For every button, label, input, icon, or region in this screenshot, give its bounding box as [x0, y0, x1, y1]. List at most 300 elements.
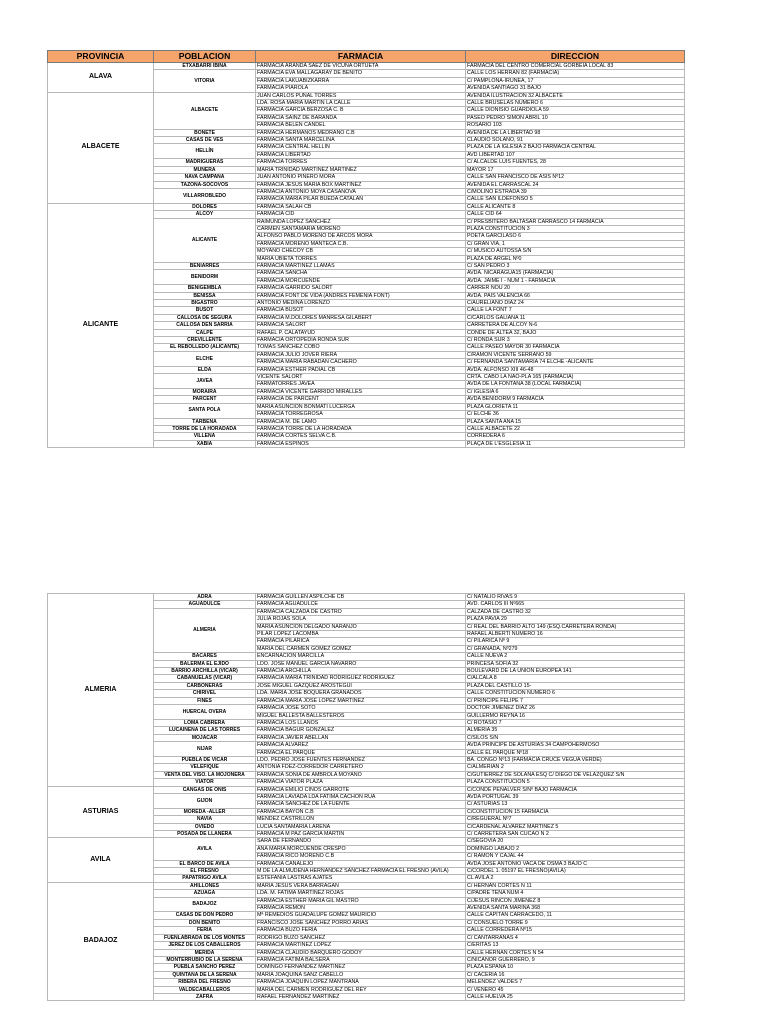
cell-farmacia: FARMACIA LAKUABIZKARRA	[256, 77, 466, 84]
table-row	[48, 63, 685, 70]
cell-poblacion: MUNERA	[154, 166, 256, 173]
cell-farmacia: FARMACIA ALVAREZ	[256, 742, 466, 749]
cell-poblacion: VELEFIQUE	[154, 764, 256, 771]
cell-farmacia: FRANCISCO JOSE SANCHEZ PORRO ARIAS	[256, 919, 466, 926]
cell-poblacion: XÀBIA	[154, 440, 256, 447]
cell-farmacia: FARMACIA EL PARQUE	[256, 749, 466, 756]
cell-poblacion: VIATOR	[154, 779, 256, 786]
cell-direccion: C/MOLINO ESTRADA 39	[466, 188, 685, 195]
cell-farmacia: FARMACIA DE PARCENT	[256, 396, 466, 403]
cell-direccion: AVDA. NICARAGUA15 (FARMACIA)	[466, 270, 685, 277]
cell-direccion: C/GUTIERREZ DE SOLANA ESQ C/ DIEGO DE VELAZQUEZ S/N	[466, 771, 685, 778]
cell-direccion: C/CORDEL 1. 05197 EL FRESNO(AVILA)	[466, 868, 685, 875]
cell-farmacia: MARIA JESÚS VERA BARRAGÁN	[256, 882, 466, 889]
cell-poblacion: ADRA	[154, 594, 256, 601]
cell-farmacia: FARMACIA SANCHEZ DE LA FUENTE	[256, 801, 466, 808]
cell-poblacion: PARCENT	[154, 396, 256, 403]
cell-farmacia: FARMACIA BUZO FERIA	[256, 927, 466, 934]
cell-poblacion: JAVEA	[154, 374, 256, 389]
cell-farmacia: LDO. PEDRO JOSÉ FUENTES FERNÁNDEZ	[256, 756, 466, 763]
cell-direccion: ALMERIA 35	[466, 727, 685, 734]
cell-direccion: C/CONSTITUCIÓN 15 FARMACIA	[466, 808, 685, 815]
cell-poblacion: BACARES	[154, 653, 256, 660]
cell-poblacion: CREVILLENTE	[154, 337, 256, 344]
cell-provincia: ALAVA	[48, 63, 154, 93]
cell-direccion: BA. CONGO Nº13 (FARMACIA CRUCE VEGUA VERDE)	[466, 756, 685, 763]
cell-direccion: CALLE LA FONT 7	[466, 307, 685, 314]
cell-poblacion: HUERCAL OVERA	[154, 705, 256, 720]
cell-poblacion: CABANUELAS (VICAR)	[154, 675, 256, 682]
cell-poblacion: BARRIO ARCHILLA (VICAR)	[154, 668, 256, 675]
cell-farmacia: RAFAEL P. CALATAYUD	[256, 329, 466, 336]
cell-poblacion: DON BENITO	[154, 919, 256, 926]
cell-farmacia: FARMACIA TORRE DE LA HORADADA	[256, 425, 466, 432]
cell-direccion: C/ FERNANDA SANTAMARÍA 74 ELCHE -ALICANTE	[466, 359, 685, 366]
cell-poblacion: HELLÍN	[154, 144, 256, 159]
cell-direccion: C/ ASTURIAS 13	[466, 801, 685, 808]
cell-farmacia: FARMACIA PILARICA	[256, 638, 466, 645]
cell-farmacia: DOMINGO FERNANDEZ MARTINEZ	[256, 964, 466, 971]
cell-farmacia: FARMACIA CANALEJO	[256, 860, 466, 867]
cell-farmacia: LUCIA SANTAMARIA LARENA	[256, 823, 466, 830]
cell-farmacia: FARMACIA CLAUDIO BARQUERO GODOY	[256, 949, 466, 956]
cell-poblacion: CHIRIVEL	[154, 690, 256, 697]
cell-direccion: C/CARDENAL ALVAREZ MARTINEZ 5	[466, 823, 685, 830]
cell-direccion: C/ALCALA 8	[466, 675, 685, 682]
cell-farmacia: MARÍA TRINIDAD MARTÍNEZ MARTÍNEZ	[256, 166, 466, 173]
cell-farmacia: FARMACIA LOS LLANOS	[256, 719, 466, 726]
cell-direccion: C/ PRÍNCIPE FELIPE 7	[466, 697, 685, 704]
cell-farmacia: FARMACIA MORCUENDE	[256, 277, 466, 284]
table-row	[48, 882, 685, 889]
cell-direccion: C/AURELIANO DIAZ 24	[466, 300, 685, 307]
cell-direccion: CALLE ALICANTE 8	[466, 203, 685, 210]
cell-direccion: C/ ALCALDE LUIS FUENTES, 28	[466, 159, 685, 166]
cell-direccion: AVDA. PAIS VALENCIA 66	[466, 292, 685, 299]
cell-farmacia: FARMACIA JAVIER ABELLAN	[256, 734, 466, 741]
cell-farmacia: FARMACIA JOSE SOTO	[256, 705, 466, 712]
cell-farmacia: FARMACIA MARIA JOSE LÓPEZ MARTINEZ	[256, 697, 466, 704]
cell-poblacion: DOLORES	[154, 203, 256, 210]
cell-poblacion: POSADA DE LLANERA	[154, 831, 256, 838]
cell-poblacion: AZUAGA	[154, 890, 256, 897]
cell-poblacion: BENIARRÉS	[154, 262, 256, 269]
cell-poblacion: PAPATRIGO AVILA	[154, 875, 256, 882]
cell-farmacia: FARMACIA GUILLÉN ASPILCHE CB	[256, 594, 466, 601]
cell-farmacia: FARMACIA SANCHA	[256, 270, 466, 277]
cell-poblacion: ELDA	[154, 366, 256, 373]
cell-poblacion: BENISSA	[154, 292, 256, 299]
cell-farmacia: MARIA JOAQUINA SANZ CABELLO	[256, 971, 466, 978]
cell-farmacia: FARMACIA EMILIO CINOS GARROTE	[256, 786, 466, 793]
cell-direccion: C/ RAMON Y CAJAL 44	[466, 853, 685, 860]
cell-farmacia: FARMACIA EVA MALLAGARAY DE BENITO	[256, 70, 466, 77]
cell-farmacia: FARMACIA AGUADULCE	[256, 601, 466, 608]
cell-direccion: GUILLERMO REYNA 16	[466, 712, 685, 719]
cell-poblacion: ALICANTE	[154, 218, 256, 262]
cell-farmacia: MOYANO CHECOY CB	[256, 248, 466, 255]
cell-direccion: CLAUDIO SOLANO, 91	[466, 137, 685, 144]
cell-direccion: AVD LIBERTAD 107	[466, 151, 685, 158]
header-poblacion: POBLACION	[154, 51, 256, 63]
cell-farmacia: FARMACIA SONIA DE AMBROLA MOYANO	[256, 771, 466, 778]
cell-farmacia: Mª REMEDIOS GUADALUPE GÓMEZ MAURICIO	[256, 912, 466, 919]
cell-direccion: CALLE LOS HERRAN 82 (FARMACIA)	[466, 70, 685, 77]
cell-poblacion: BENIDORM	[154, 270, 256, 285]
cell-poblacion: MOJACAR	[154, 734, 256, 741]
cell-direccion: AVENIDA SANTA MARINA 368	[466, 905, 685, 912]
cell-direccion: C/ GRAN VIA, 1	[466, 240, 685, 247]
cell-farmacia: SARA DE FERNANDO	[256, 838, 466, 845]
cell-farmacia: FARMACIA REMÓN	[256, 905, 466, 912]
cell-poblacion: ALMERIA	[154, 608, 256, 652]
cell-direccion: C/ SAN PEDRO 3	[466, 262, 685, 269]
table-row	[48, 203, 685, 210]
cell-direccion: PLAZA CONSTITUCIÓN 3	[466, 225, 685, 232]
cell-farmacia: MENDEZ CASTRILLON	[256, 816, 466, 823]
cell-direccion: AVDA DE LA FONTANA 38 (LOCAL FARMACIA)	[466, 381, 685, 388]
cell-farmacia: FARMACIA HERMANOS MEDRANO C.B	[256, 129, 466, 136]
cell-poblacion: BENIGEMBLA	[154, 285, 256, 292]
cell-direccion: C/ GRANADA, Nº279	[466, 645, 685, 652]
cell-poblacion: BIGASTRO	[154, 300, 256, 307]
cell-farmacia: TOMÁS SÁNCHEZ COBO	[256, 344, 466, 351]
cell-poblacion: PUEBLA SANCHO PEREZ	[154, 964, 256, 971]
cell-direccion: BOULEVARD DE LA UNION EUROPEA 141	[466, 668, 685, 675]
cell-farmacia: ANA MARIA MORCUENDE CRESPO	[256, 845, 466, 852]
cell-farmacia: FARMACIA VICENTE GARRIDO MIRALLES	[256, 388, 466, 395]
cell-farmacia: JUAN CARLOS PUÑAL TORRES	[256, 92, 466, 99]
cell-direccion: C/SEGOVIA 20	[466, 838, 685, 845]
cell-poblacion: CALLOSA DEN SARRIA	[154, 322, 256, 329]
cell-farmacia: FARMACIA MARTINEZ LOPEZ	[256, 942, 466, 949]
cell-farmacia: FARMACIA ESTHER PADIAL CB	[256, 366, 466, 373]
cell-poblacion: MERIDA	[154, 949, 256, 956]
cell-direccion: MELENDEZ VALDES 7	[466, 979, 685, 986]
cell-farmacia: MARIA ASUNCIÓN BONMATI LUCERGA	[256, 403, 466, 410]
cell-direccion: C/ CACERIA 16	[466, 971, 685, 978]
cell-farmacia: FARMACIA M. DE LAMO	[256, 418, 466, 425]
cell-farmacia: FARMACIA ARCHILLA	[256, 668, 466, 675]
cell-direccion: PLAZA DE ARGEL Nº0	[466, 255, 685, 262]
cell-farmacia: M DE LA ALMUDENA HERNANDEZ SANCHEZ FARMACIA EL FRESNO (AVILA)	[256, 868, 466, 875]
cell-farmacia: ESTEFANIA LASTRAS AJATES	[256, 875, 466, 882]
cell-poblacion: VILLARROBLEDO	[154, 188, 256, 203]
cell-poblacion: ZAFRA	[154, 993, 256, 1000]
cell-farmacia: FARMACIA FONT DE VIDA (ANDRES FEMENIA FONT)	[256, 292, 466, 299]
cell-farmacia: FARMACIA ESTHER MARÍA GIL MASTRO	[256, 897, 466, 904]
table-row	[48, 838, 685, 845]
cell-poblacion: QUINTANA DE LA SERENA	[154, 971, 256, 978]
cell-farmacia: MARIA DEL CARMEN RODRIGUEZ DEL REY	[256, 986, 466, 993]
cell-direccion: AVENIDA ILUSTRACIÓN 32 ALBACETE	[466, 92, 685, 99]
cell-poblacion: LUCAINENA DE LAS TORRES	[154, 727, 256, 734]
cell-direccion: C/ VENERO 45	[466, 986, 685, 993]
cell-farmacia: FARMACIA ESPINÓS	[256, 440, 466, 447]
cell-direccion: C/PADRE TENA NUM 4	[466, 890, 685, 897]
cell-farmacia: FARMACIA VIATOR PLAZA	[256, 779, 466, 786]
cell-farmacia: FARMACIA M PAZ GARCÍA MARTÍN	[256, 831, 466, 838]
cell-direccion: C/NICANOR GUERRERO, 9	[466, 956, 685, 963]
cell-farmacia: FARMATORRES JAVEA	[256, 381, 466, 388]
cell-direccion: CORREDERA 6	[466, 433, 685, 440]
cell-farmacia: FARMACIA JOAQUÍN LÓPEZ MANTRANA	[256, 979, 466, 986]
cell-poblacion: ALCOY	[154, 211, 256, 218]
cell-poblacion: NIJAR	[154, 742, 256, 757]
cell-farmacia: ALFONSO PABLO MORENO DE ARCOS MORA	[256, 233, 466, 240]
cell-farmacia: FARMACIA JULIO JOVER RIERA	[256, 351, 466, 358]
cell-farmacia: FARMACIA SAINZ DE BARANDA	[256, 114, 466, 121]
cell-farmacia: MARIA UBIETA TORRES	[256, 255, 466, 262]
cell-farmacia: RODRIGO BUZO SANCHEZ	[256, 934, 466, 941]
header-direccion: DIRECCION	[466, 51, 685, 63]
cell-direccion: PLAZA DEL CASTILLO 15-	[466, 682, 685, 689]
cell-direccion: PLAZA DE LA IGLESIA 2 BAJO FARMACIA CENTRAL	[466, 144, 685, 151]
cell-poblacion: ETXABARRI IBINA	[154, 63, 256, 70]
cell-direccion: CALLE HUELVA 25	[466, 993, 685, 1000]
cell-direccion: C/ PILARICA Nº 9	[466, 638, 685, 645]
cell-provincia: ASTURIAS	[48, 786, 154, 838]
cell-direccion: C/JESUS RINCÓN JIMENEZ 8	[466, 897, 685, 904]
cell-poblacion: ALBACETE	[154, 92, 256, 129]
cell-direccion: C/ ROTASIO 7	[466, 719, 685, 726]
cell-poblacion: FINES	[154, 697, 256, 704]
cell-farmacia: FARMACIA CID	[256, 211, 466, 218]
cell-direccion: C/ALMERIAN 2	[466, 764, 685, 771]
cell-poblacion: CALPE	[154, 329, 256, 336]
cell-direccion: DOMINGO LABAJO 2	[466, 845, 685, 852]
cell-farmacia: ENCARNACION MARCILLA	[256, 653, 466, 660]
cell-direccion: AVD. CARLOS III Nº665	[466, 601, 685, 608]
cell-direccion: C/ CONSUELO TORRE 9	[466, 919, 685, 926]
cell-farmacia: FARMACIA SALAH CB	[256, 203, 466, 210]
cell-poblacion: BUSOT	[154, 307, 256, 314]
cell-farmacia: FARMACIA TORRES	[256, 159, 466, 166]
cell-poblacion: NAVIA	[154, 816, 256, 823]
cell-poblacion: MADRIGUERAS	[154, 159, 256, 166]
cell-poblacion: AGUADULCE	[154, 601, 256, 608]
cell-farmacia: FARMACIA SANTA MARCELINA	[256, 137, 466, 144]
cell-poblacion: LOMA CABRERA	[154, 719, 256, 726]
cell-poblacion: OVIEDO	[154, 823, 256, 830]
cell-farmacia: LDA. M. FATIMA MARTINEZ ROJAS	[256, 890, 466, 897]
cell-poblacion: PUEBLA DE VICAR	[154, 756, 256, 763]
cell-farmacia: RAFAEL FERNANDEZ MARTINEZ	[256, 993, 466, 1000]
cell-poblacion: TAZONA-SOCOVOS	[154, 181, 256, 188]
cell-poblacion: CARBONERAS	[154, 682, 256, 689]
cell-direccion: CALLE EL PARQUE Nº18	[466, 749, 685, 756]
table-row	[48, 92, 685, 99]
cell-poblacion: TORRE DE LA HORADADA	[154, 425, 256, 432]
cell-direccion: CALLE SAN FRANCISCO DE ASIS Nº12	[466, 174, 685, 181]
cell-farmacia: FARMACIA FATIMA BALSERA	[256, 956, 466, 963]
cell-poblacion: CALLOSA DE SEGURA	[154, 314, 256, 321]
cell-farmacia: FARMACIA ARANDA SAEZ DE VICUÑA ORTUETA	[256, 63, 466, 70]
cell-poblacion: BADAJOZ	[154, 897, 256, 912]
cell-farmacia: JOSE MIGUEL GAZQUEZ AROSTEGUI	[256, 682, 466, 689]
cell-farmacia: CARMEN SANTAMARIA MORENO	[256, 225, 466, 232]
header-farmacia: FARMACIA	[256, 51, 466, 63]
cell-direccion: CALLE NUEVA 2	[466, 653, 685, 660]
cell-farmacia: FARMACIA CORTES SELVA C.B.	[256, 433, 466, 440]
cell-farmacia: FARMACIA LIBERTAD	[256, 151, 466, 158]
cell-direccion: AVDA PRINCIPE DE ASTURIAS 34 CAMPOHERMOSO	[466, 742, 685, 749]
cell-direccion: CONDE DE ALTEA 32, BAJO	[466, 329, 685, 336]
cell-farmacia: FARMACIA GARRIDO SALORT	[256, 285, 466, 292]
cell-poblacion: EL FRESNO	[154, 868, 256, 875]
cell-poblacion: CASAS DE DON PEDRO	[154, 912, 256, 919]
cell-poblacion: TÁRBENA	[154, 418, 256, 425]
cell-direccion: C/ ELCHE 36	[466, 411, 685, 418]
cell-farmacia: FARMACIA MORENO MANTECA C.B.	[256, 240, 466, 247]
cell-farmacia: MIGUEL BALLESTA BALLESTEROS	[256, 712, 466, 719]
cell-farmacia: FARMACIA RICO MORENO C.B	[256, 853, 466, 860]
pharmacy-table	[47, 593, 685, 1001]
cell-farmacia: FARMACIA PIAROLA	[256, 85, 466, 92]
cell-direccion: C/ERITAS 13	[466, 942, 685, 949]
cell-direccion: C/ CARRETERA SAN CUCAO N 2	[466, 831, 685, 838]
cell-direccion: PLAZA CONSTITUCIÓN 5	[466, 779, 685, 786]
cell-poblacion: VITORIA	[154, 70, 256, 92]
cell-direccion: PASEO PEDRO SIMON ABRIL 10	[466, 114, 685, 121]
cell-direccion: C/RAMON VICENTE SERRANO 59	[466, 351, 685, 358]
cell-poblacion: AHILLONES	[154, 882, 256, 889]
cell-direccion: CALLE CONSTITUCION NUMERO 6	[466, 690, 685, 697]
cell-direccion: CRTA. CABO LA NAO-PLA 165 (FARMACIA)	[466, 374, 685, 381]
cell-farmacia: FARMACIA ORTOPEDIA RONDA SUR	[256, 337, 466, 344]
cell-direccion: PLAZA ESPAÑA 10	[466, 964, 685, 971]
cell-direccion: ROSARIO 103	[466, 122, 685, 129]
cell-direccion: C/ REAL DEL BARRIO ALTO 149 (ESQ.CARRETERA RONDA)	[466, 623, 685, 630]
cell-poblacion: BONETE	[154, 129, 256, 136]
cell-poblacion: VALDECABALLEROS	[154, 986, 256, 993]
cell-poblacion: GIJON	[154, 793, 256, 808]
cell-direccion: C/ NATALIO RIVAS 9	[466, 594, 685, 601]
cell-farmacia: JULIA ROJAS SOLA	[256, 616, 466, 623]
cell-direccion: AVDA. ALFONSO XIII 46-48	[466, 366, 685, 373]
cell-poblacion: EL BARCO DE AVILA	[154, 860, 256, 867]
cell-direccion: C/ CANTARRANAS 4	[466, 934, 685, 941]
cell-poblacion: CASAS DE VES	[154, 137, 256, 144]
cell-farmacia: FARMACIA MARTÍNEZ LLAMAS	[256, 262, 466, 269]
cell-poblacion: ELCHE	[154, 351, 256, 366]
cell-farmacia: VICENTE SALORT	[256, 374, 466, 381]
cell-direccion: CALLE CID 64	[466, 211, 685, 218]
cell-direccion: PRINCESA SOFIA 32	[466, 660, 685, 667]
cell-farmacia: FARMACIA BUSOT	[256, 307, 466, 314]
cell-direccion: AVENIDA SANTIAGO 31 BAJO	[466, 85, 685, 92]
cell-poblacion: VILLENA	[154, 433, 256, 440]
header-row	[48, 51, 685, 63]
pharmacy-table-1	[47, 50, 684, 448]
cell-direccion: C/REGUERAL Nº7	[466, 816, 685, 823]
cell-farmacia: FARMACIA CALZADA DE CASTRO	[256, 608, 466, 615]
cell-direccion: AVDA. JAIME I - NUM 1 - FARMACIA	[466, 277, 685, 284]
cell-direccion: PLAZA GLORIETA 11	[466, 403, 685, 410]
cell-provincia: ALMERIA	[48, 594, 154, 787]
cell-direccion: C/SILOS S/N	[466, 734, 685, 741]
cell-farmacia: FARMACIA LAVIADA LDA FATIMA CACHON RUA	[256, 793, 466, 800]
cell-direccion: MAYOR 17	[466, 166, 685, 173]
cell-direccion: CALLE ALBACETE 22	[466, 425, 685, 432]
cell-farmacia: JUAN ANTONIO PIÑERO MORA	[256, 174, 466, 181]
cell-direccion: CALLE SAN ILDEFONSO 5	[466, 196, 685, 203]
cell-direccion: CALLE HERNAN CORTES N 54	[466, 949, 685, 956]
header-provincia: PROVINCIA	[48, 51, 154, 63]
cell-poblacion: EL REBOLLEDO (ALICANTE)	[154, 344, 256, 351]
cell-direccion: PLAZA PAVIA 29	[466, 616, 685, 623]
cell-poblacion: BALERMA EL EJIDO	[154, 660, 256, 667]
cell-direccion: C/ HERNAN CORTES N 11	[466, 882, 685, 889]
cell-poblacion: FUENLABRADA DE LOS MONTES	[154, 934, 256, 941]
cell-direccion: AVDA BENIDORM 9 FARMACIA	[466, 396, 685, 403]
cell-direccion: AVENIDA EL CARRASCAL 24	[466, 181, 685, 188]
cell-poblacion: MORAIRA	[154, 388, 256, 395]
cell-provincia: ALBACETE	[48, 92, 154, 203]
cell-provincia: ALICANTE	[48, 203, 154, 447]
cell-farmacia: FARMACIA TORREGROSA	[256, 411, 466, 418]
cell-direccion: AVDA PORTUGAL 39	[466, 793, 685, 800]
cell-direccion: C/ PAMPLONA-IRUNEA, 17	[466, 77, 685, 84]
cell-farmacia: FARMACIA ANTONIO MOYA CASANOVA	[256, 188, 466, 195]
cell-direccion: POETA GARCILASO 6	[466, 233, 685, 240]
cell-direccion: C/CARLOS GALIANA 11	[466, 314, 685, 321]
cell-farmacia: ANTONIA FDEZ-CORREDOR CARRETERO	[256, 764, 466, 771]
pharmacy-table-2	[47, 593, 684, 1001]
cell-poblacion: MOREDA -ALLER	[154, 808, 256, 815]
cell-direccion: C/CONDE PEÑALVER S/Nº BAJO FARMACIA	[466, 786, 685, 793]
cell-direccion: CALZADA DE CASTRO 32	[466, 608, 685, 615]
table-row	[48, 786, 685, 793]
cell-farmacia: LDA. MARÍA JOSE BOQUERA GRANADOS	[256, 690, 466, 697]
cell-poblacion: VENTA DEL VISO. LA MOJONERA	[154, 771, 256, 778]
cell-poblacion: FERIA	[154, 927, 256, 934]
cell-farmacia: FARMACIA SALORT	[256, 322, 466, 329]
cell-farmacia: RAIMUNDA LÓPEZ SÁNCHEZ	[256, 218, 466, 225]
cell-direccion: RAFAEL ALBERTI NUMERO 16	[466, 631, 685, 638]
cell-farmacia: FARMACIA BAGUR GONZÁLEZ	[256, 727, 466, 734]
cell-farmacia: FARMACIA CENTRAL HELLÍN	[256, 144, 466, 151]
cell-farmacia: FARMACIA BAYON C.B	[256, 808, 466, 815]
cell-farmacia: FARMACIA MARIA TRINIDAD RODRIGUEZ RODRIGUEZ	[256, 675, 466, 682]
cell-farmacia: FARMACIA MARIA RABADÁN CACHERO	[256, 359, 466, 366]
cell-farmacia: LDO. JOSÉ MANUEL GARCÍA NAVARRO	[256, 660, 466, 667]
cell-poblacion: JEREZ DE LOS CABALLEROS	[154, 942, 256, 949]
cell-direccion: DOCTOR JIMENEZ DIAZ 26	[466, 705, 685, 712]
cell-provincia: AVILA	[48, 838, 154, 882]
cell-poblacion: AVILA	[154, 838, 256, 860]
cell-farmacia: MARIA DEL CARMEN GOMEZ GOMEZ	[256, 645, 466, 652]
table-row	[48, 594, 685, 601]
cell-farmacia: FARMACIA JESÚS MARÍA BOX MARTÍNEZ	[256, 181, 466, 188]
cell-direccion: PLAZA SANTA ANA 15	[466, 418, 685, 425]
cell-direccion: CARRER NOU 20	[466, 285, 685, 292]
cell-direccion: CALLE DIONISIO GUARDIOLA 59	[466, 107, 685, 114]
cell-farmacia: MARIA ASUNCIÓN DELGADO NARANJO	[256, 623, 466, 630]
cell-farmacia: FARMACIA MARIA PILAR BUEDA CATALAN	[256, 196, 466, 203]
cell-farmacia: FARMACIA M.DOLORES MANRESA GILABERT	[256, 314, 466, 321]
cell-farmacia: FARMACIA GARCÍA BERZOSA C. B	[256, 107, 466, 114]
cell-poblacion: NAVA CAMPAÑA	[154, 174, 256, 181]
cell-direccion: C/ PRESBITERO BALTASAR CARRASCO 14 FARMACIA	[466, 218, 685, 225]
cell-farmacia: LDA. ROSA MARIA MARTIN LA CALLE	[256, 100, 466, 107]
pharmacy-table	[47, 50, 685, 448]
cell-poblacion: RIBERA DEL FRESNO	[154, 979, 256, 986]
cell-direccion: C/ RONDA SUR 3	[466, 337, 685, 344]
cell-direccion: CALLE PASEO MAYOR 30 FARMACIA	[466, 344, 685, 351]
cell-direccion: CALLE CAPITÁN CARRACEDO, 11	[466, 912, 685, 919]
cell-direccion: CALLE CORREDERA Nº15	[466, 927, 685, 934]
